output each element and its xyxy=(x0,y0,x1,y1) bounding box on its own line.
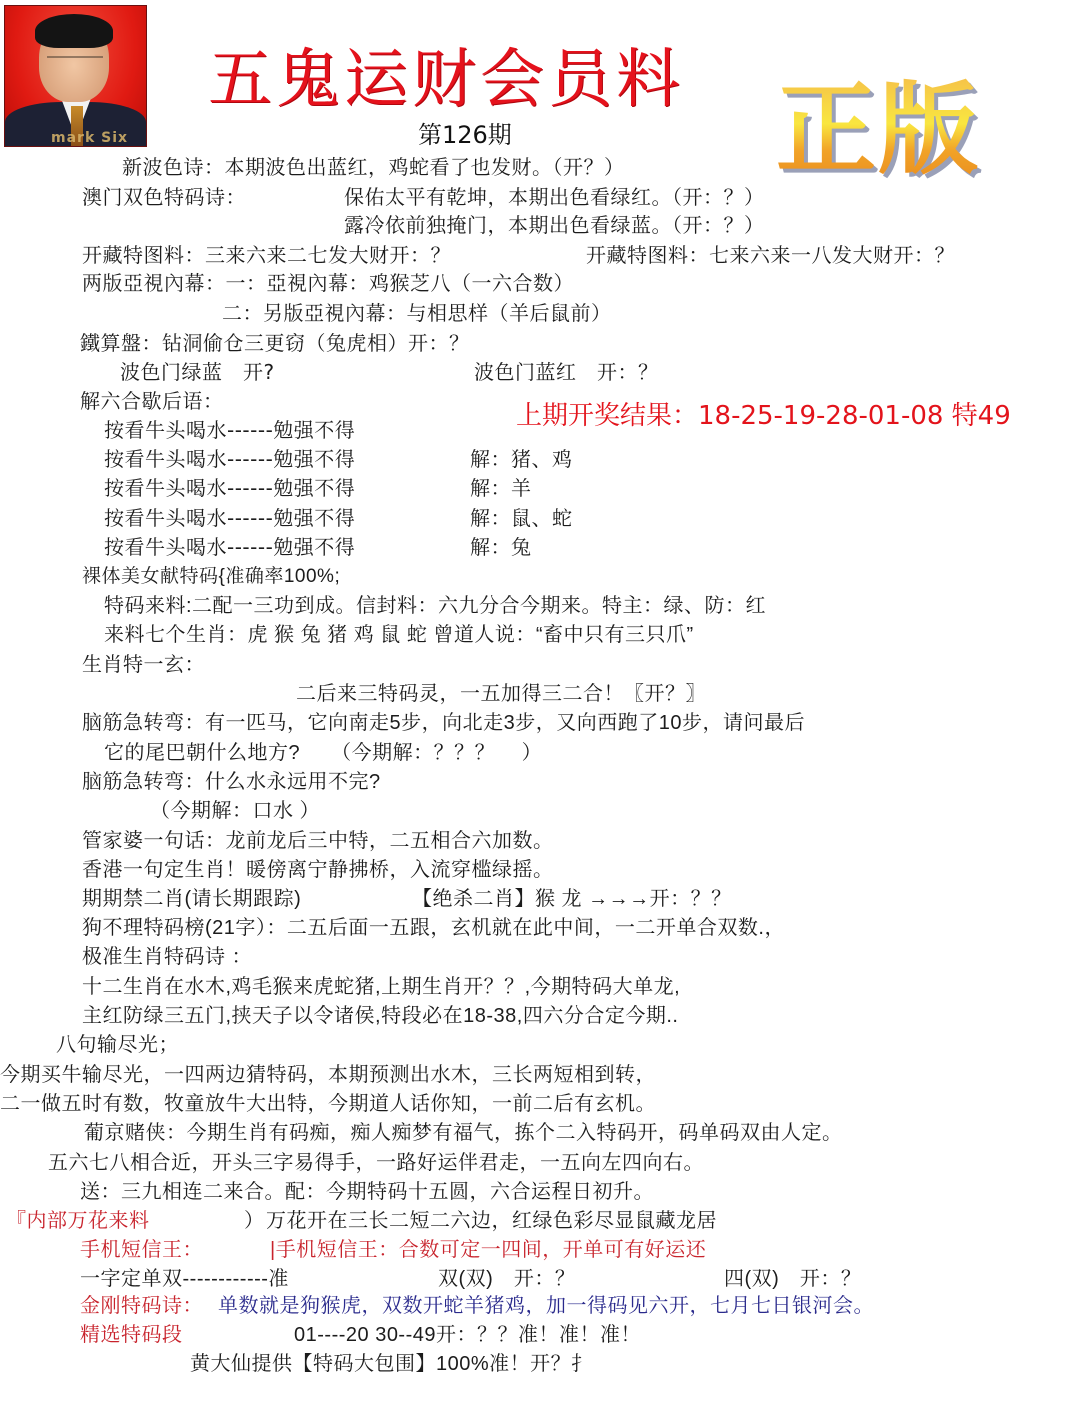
portrait-glasses xyxy=(47,56,103,68)
sms-king-text: |手机短信王：合数可定一四间，开单可有好运还 xyxy=(270,1239,707,1261)
selected-segment-label: 精选特码段 xyxy=(80,1324,183,1346)
portrait-hair xyxy=(35,14,113,48)
beauty-code-line: 裸体美女献特码{准确率100%; xyxy=(82,566,341,587)
xiehouyu-q-1: 按看牛头喝水------勉强不得 xyxy=(104,418,356,442)
tema-source-line: 特码来料:二配一三功到成。信封料：六九分合今期来。特主：绿、防：红 xyxy=(104,595,767,617)
hongkong-quote: 香港一句定生肖！暖傍离宁静拂桥，入流穿槛绿摇。 xyxy=(82,859,554,881)
macau-poem-line-2: 露冷依前独掩门，本期出色看绿蓝。（开：？） xyxy=(344,213,765,237)
wanhua-paren: ） xyxy=(244,1210,265,1232)
odd-even-pick-1: 双(双) 开：？ xyxy=(438,1268,576,1290)
riddle-1-line-a: 脑筋急转弯：有一匹马，它向南走5步，向北走3步，又向西跑了10步，请问最后 xyxy=(82,712,805,734)
eight-lines-1: 今期买牛输尽光，一四两边猜特码，本期预测出水木，三长两短相到转， xyxy=(0,1064,656,1086)
xiehouyu-q-3: 按看牛头喝水------勉强不得 xyxy=(104,476,356,500)
macau-poem-label: 澳门双色特码诗： xyxy=(82,185,246,209)
odd-even-label: 一字定单双------------准 xyxy=(80,1268,289,1290)
xiehouyu-a-3: 解：羊 xyxy=(470,476,532,500)
butler-quote: 管家婆一句话：龙前龙后三中特，二五相合六加数。 xyxy=(82,830,554,852)
portrait-photo xyxy=(4,5,147,147)
forbidden-zodiac-label: 期期禁二肖(请长期跟踪) xyxy=(82,888,302,910)
seven-zodiac-line: 来料七个生肖：虎 猴 兔 猪 鸡 鼠 蛇 曾道人说：“畜中只有三只爪” xyxy=(104,624,694,646)
dog-code-list: 狗不理特码榜(21字）：二五后面一五跟，玄机就在此中间，一二开单合双数.， xyxy=(82,917,785,939)
vajra-poem-text: 单数就是狗猴虎，双数开蛇羊猪鸡，加一得码见六开，七月七日银河会。 xyxy=(218,1295,874,1317)
xiehouyu-label: 解六合歇后语： xyxy=(80,389,224,413)
xiehouyu-a-5: 解：兔 xyxy=(470,535,532,559)
accurate-poem-line-2: 主红防绿三五门,挟天子以令诸侯,特段必在18-38,四六分合定今期.. xyxy=(82,1005,679,1027)
vajra-poem-label: 金刚特码诗： xyxy=(80,1295,203,1317)
zodiac-mystery-text: 二后来三特码灵，一五加得三二合！〖开？〗 xyxy=(296,683,706,705)
xiehouyu-q-5: 按看牛头喝水------勉强不得 xyxy=(104,535,356,559)
wanhua-label: 『内部万花来料 xyxy=(6,1210,150,1232)
huang-daxian-line: 黄大仙提供【特码大包围】100%准！开？扌 xyxy=(190,1353,592,1375)
page-title: 五鬼运财会员料 xyxy=(208,43,684,117)
authentic-stamp: 正版 xyxy=(776,70,980,188)
five-six-line: 五六七八相合近，开头三字易得手，一路好运伴君走，一五向左四向右。 xyxy=(48,1152,704,1174)
odd-even-pick-2: 四(双) 开：？ xyxy=(724,1268,862,1290)
wave-door-2: 波色门蓝红 开：？ xyxy=(474,360,659,384)
last-draw-result: 上期开奖结果：18-25-19-28-01-08 特49 xyxy=(516,401,1011,431)
kaizang-line-2: 开藏特图料：七来六来一八发大财开：？ xyxy=(586,243,955,267)
riddle-2-line-a: 脑筋急转弯：什么水永远用不完? xyxy=(82,771,381,793)
forbidden-zodiac-value: 【绝杀二肖】猴 龙 →→→开：？？ xyxy=(412,888,732,910)
kaizang-line-1: 开藏特图料：三来六来二七发大财开：？ xyxy=(82,243,451,267)
xiehouyu-a-2: 解：猪、鸡 xyxy=(470,447,573,471)
riddle-2-line-b: （今期解：口水 ） xyxy=(150,800,321,822)
riddle-1-line-b: 它的尾巴朝什么地方? （今期解：？？？ ） xyxy=(104,742,543,764)
selected-segment-text: 01----20 30--49开：？？准！准！准！ xyxy=(294,1324,642,1346)
zodiac-mystery-label: 生肖特一玄： xyxy=(82,654,205,676)
xiehouyu-a-4: 解：鼠、蛇 xyxy=(470,506,573,530)
yashi-line-2: 二：另版亞視內幕：与相思样（羊后鼠前） xyxy=(222,301,612,325)
macau-poem-line-1: 保佑太平有乾坤，本期出色看绿红。（开：？） xyxy=(344,185,765,209)
portrait-watermark: mark Six xyxy=(51,130,129,146)
eight-lines-label: 八句输尽光； xyxy=(56,1034,179,1056)
sms-king-label: 手机短信王： xyxy=(80,1239,203,1261)
accurate-poem-line-1: 十二生肖在水木,鸡毛猴来虎蛇猪,上期生肖开？？,今期特码大单龙, xyxy=(82,976,681,998)
xiehouyu-q-4: 按看牛头喝水------勉强不得 xyxy=(104,506,356,530)
wanhua-text: 万花开在三长二短二六边，红绿色彩尽显鼠藏龙居 xyxy=(266,1210,717,1232)
yashi-line-1: 两版亞視內幕：一：亞視內幕：鸡猴芝八（一六合数） xyxy=(82,271,574,295)
eight-lines-2: 二一做五时有数，牧童放牛大出特，今期道人话你知，一前二后有玄机。 xyxy=(0,1093,656,1115)
send-pair-line: 送：三九相连二来合。配：今期特码十五圆，六合运程日初升。 xyxy=(80,1181,654,1203)
issue-number: 第126期 xyxy=(418,121,512,149)
xiehouyu-q-2: 按看牛头喝水------勉强不得 xyxy=(104,447,356,471)
casino-gambler-line: 葡京赌侠：今期生肖有码痴，痴人痴梦有福气，拣个二入特码开，码单码双由人定。 xyxy=(84,1122,843,1144)
wave-color-poem: 新波色诗：本期波色出蓝红，鸡蛇看了也发财。（开？） xyxy=(122,155,625,179)
abacus-line: 鐵算盤：钻洞偷仓三更窃（兔虎相）开：？ xyxy=(80,331,470,355)
accurate-poem-label: 极准生肖特码诗 ： xyxy=(82,946,253,968)
wave-door-1: 波色门绿蓝 开? xyxy=(120,360,275,384)
